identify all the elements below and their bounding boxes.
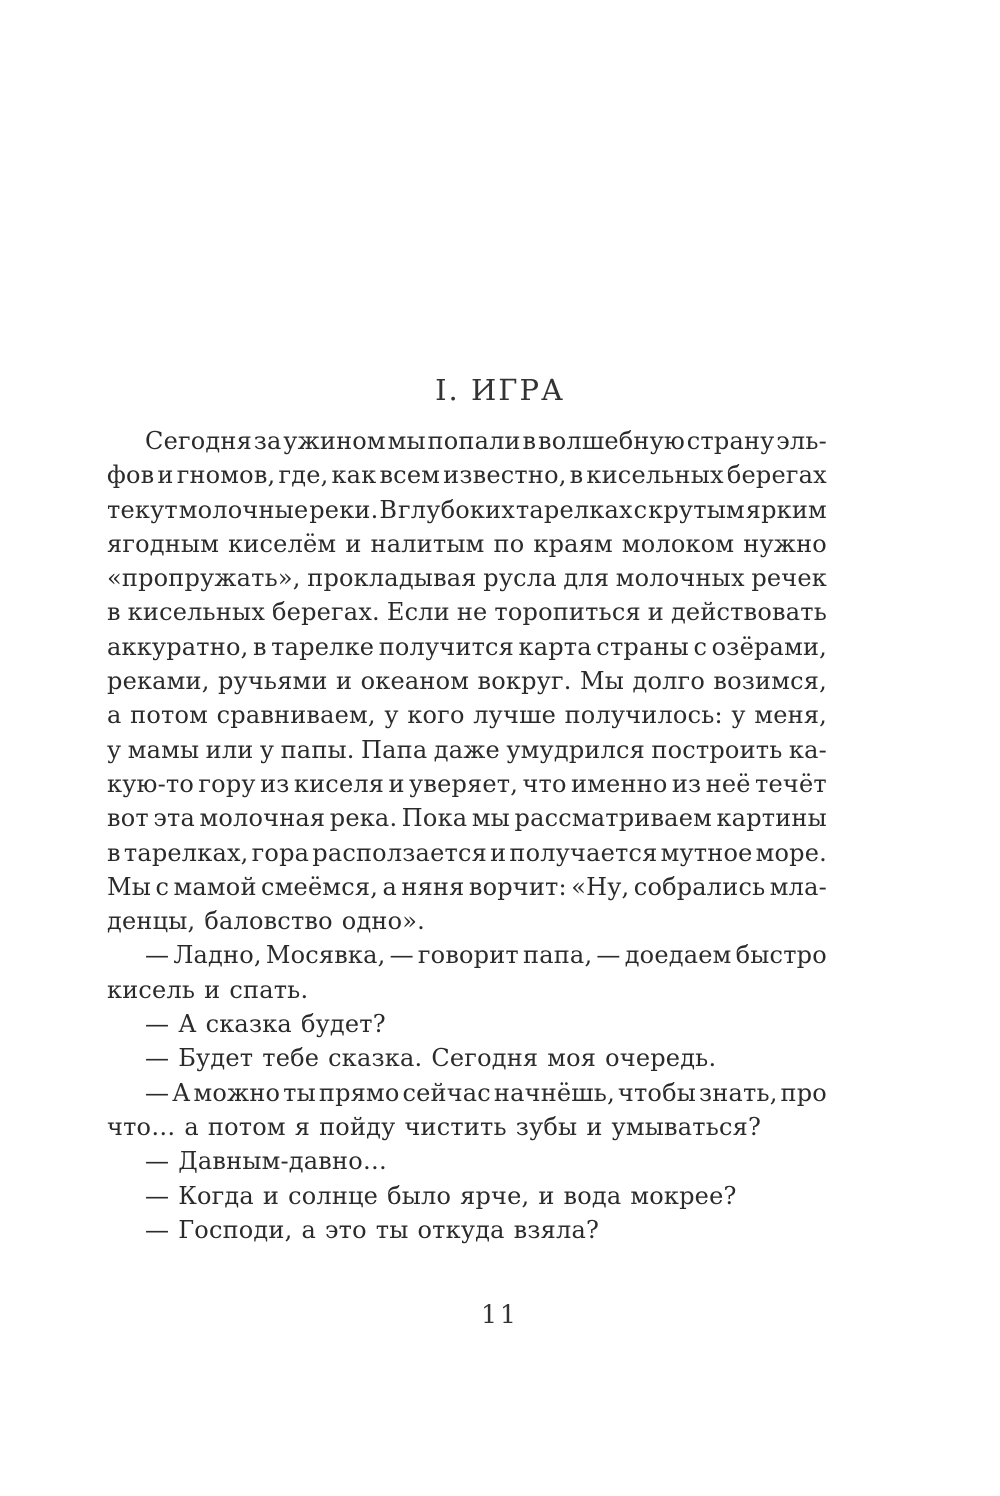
text-line: кую-то гору из киселя и уверяет, что именно из неё течёт — [107, 769, 827, 798]
text-line: — Давным-давно… — [145, 1147, 388, 1176]
body-text — [107, 424, 827, 1247]
text-line: текут молочные реки. В глубоких тарелках с крутым ярким — [107, 495, 827, 524]
text-line: ягодным киселём и налитым по краям молоком нужно — [107, 529, 827, 558]
text-line: у мамы или у папы. Папа даже умудрился построить ка- — [107, 735, 827, 764]
chapter-title: I. ИГРА — [435, 373, 565, 407]
text-line: реками, ручьями и океаном вокруг. Мы долго возимся, — [107, 667, 827, 696]
text-line: аккуратно, в тарелке получится карта страны с озёрами, — [107, 632, 827, 661]
text-line: — А сказка будет? — [145, 1010, 386, 1039]
text-line: Мы с мамой смеёмся, а няня ворчит: «Ну, собрались мла- — [107, 872, 827, 901]
text-line: — Господи, а это ты откуда взяла? — [145, 1215, 600, 1244]
text-line: Сегодня за ужином мы попали в волшебную страну эль- — [145, 427, 827, 455]
text-line: в тарелках, гора расползается и получается мутное море. — [107, 838, 827, 867]
text-line: вот эта молочная река. Пока мы рассматриваем картины — [107, 804, 827, 833]
text-line: «пропружать», прокладывая русла для молочных речек — [107, 564, 827, 593]
text-line: — Ладно, Мосявка, — говорит папа, — доедаем быстро — [145, 941, 827, 970]
text-line: а потом сравниваем, у кого лучше получилось: у меня, — [107, 701, 827, 730]
page-number: 11 — [481, 1300, 519, 1329]
text-line: — А можно ты прямо сейчас начнёшь, чтобы знать, про — [145, 1078, 827, 1107]
text-line: фов и гномов, где, как всем известно, в кисельных берегах — [107, 461, 827, 490]
text-line: — Когда и солнце было ярче, и вода мокрее? — [145, 1181, 737, 1210]
text-line: что… а потом я пойду чистить зубы и умываться? — [107, 1112, 762, 1141]
text-line: денцы, баловство одно». — [107, 907, 425, 936]
text-line: в кисельных берегах. Если не торопиться и действовать — [107, 598, 827, 627]
text-line: — Будет тебе сказка. Сегодня моя очередь. — [145, 1044, 717, 1073]
text-line: кисель и спать. — [107, 975, 309, 1004]
